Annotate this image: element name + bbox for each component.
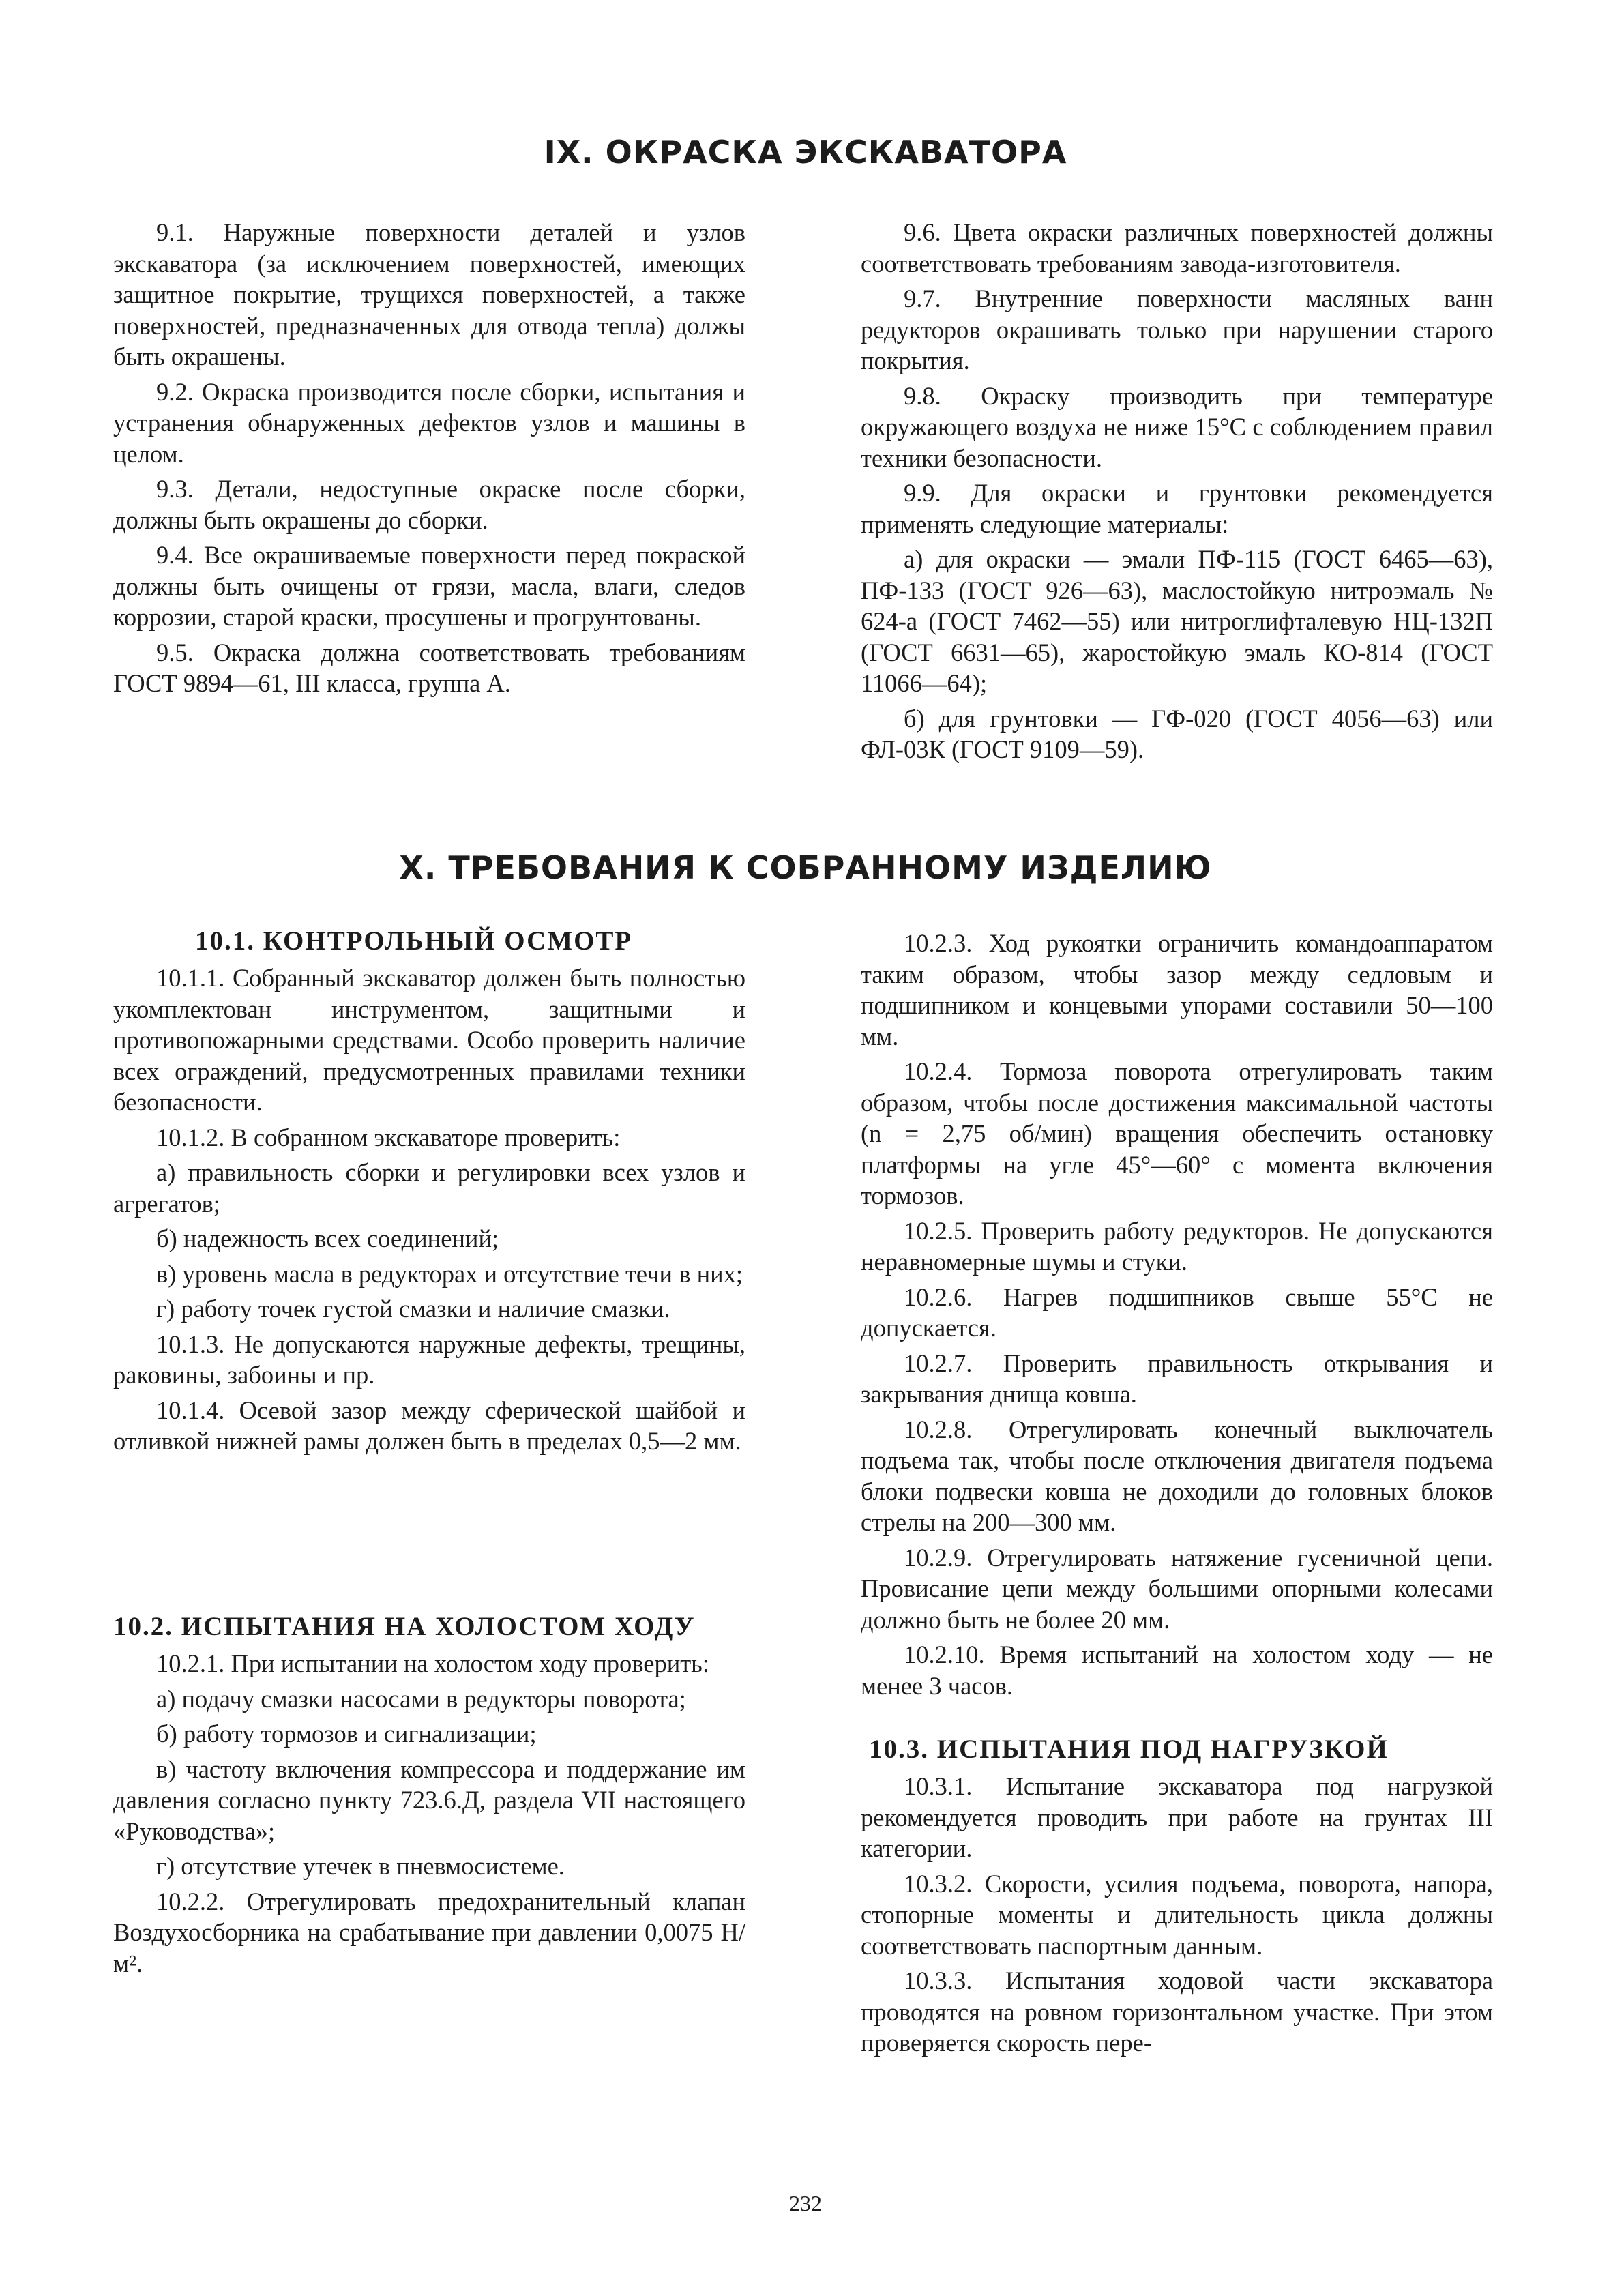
paragraph-9-9-b: б) для грунтовки — ГФ-020 (ГОСТ 4056—63) или ФЛ-03К (ГОСТ 9109—59). [861, 704, 1493, 763]
section-10-right-column-top [861, 928, 1493, 1705]
paragraph-10-2-7: 10.2.7. Проверить правильность открывания и закрывания днища ковша. [861, 1349, 1493, 1408]
paragraph-10-1-4: 10.1.4. Осевой зазор между сферической шайбой и отливкой нижней рамы должен быть в пределах 0,5—2 мм. [113, 1396, 745, 1455]
subsection-10-2-heading: 10.2. ИСПЫТАНИЯ НА ХОЛОСТОМ ХОДУ [113, 1612, 696, 1641]
paragraph-10-2-1-a: а) подачу смазки насосами в редукторы поворота; [156, 1684, 686, 1713]
paragraph-9-1: 9.1. Наружные поверхности деталей и узлов экскаватора (за исключением поверхностей, имеющих защитное покрытие, трущихся поверхностей, а также поверхностей, предназначенных для отвода тепла) должы быть окрашены. [113, 218, 745, 370]
paragraph-10-2-2: 10.2.2. Отрегулировать предохранительный клапан Воздухосборника на срабатывание при давлении 0,0075 Н/м². [113, 1887, 745, 1977]
paragraph-9-8: 9.8. Окраску производить при температуре окружающего воздуха не ниже 15°C с соблюдением правил техники безопасности. [861, 381, 1493, 472]
paragraph-9-5: 9.5. Окраска должна соответствовать требованиям ГОСТ 9894—61, III класса, группа А. [113, 638, 745, 697]
section-10-left-column-bottom [113, 1610, 745, 1983]
paragraph-10-1-2-d: г) работу точек густой смазки и наличие смазки. [156, 1295, 670, 1323]
paragraph-10-2-3: 10.2.3. Ход рукоятки ограничить командоаппаратом таким образом, чтобы зазор между седловым и подшипником и концевыми упорами составили 50—100 мм. [861, 929, 1493, 1050]
paragraph-9-3: 9.3. Детали, недоступные окраске после сборки, должны быть окрашены до сборки. [113, 475, 745, 534]
section-10-left-column-top [113, 924, 745, 1461]
paragraph-10-2-4: 10.2.4. Тормоза поворота отрегулировать таким образом, чтобы после достижения максимальной частоты (n = 2,75 об/мин) вращения обеспечить остановку платформы на угле 45°—60° с момента включения тормозов. [861, 1057, 1493, 1209]
section-9-title: IX. ОКРАСКА ЭКСКАВАТОРА [544, 134, 1067, 171]
paragraph-10-1-1: 10.1.1. Собранный экскаватор должен быть полностью укомплектован инструментом, защитными и противопожарными средствами. Особо проверить наличие всех ограждений, предусмотренных правилами техники безопасности. [113, 964, 745, 1116]
paragraph-10-2-1: 10.2.1. При испытании на холостом ходу проверить: [156, 1649, 709, 1677]
paragraph-10-1-2-c: в) уровень масла в редукторах и отсутствие течи в них; [156, 1259, 743, 1288]
paragraph-9-9-a: а) для окраски — эмали ПФ-115 (ГОСТ 6465—63), ПФ-133 (ГОСТ 926—63), маслостойкую нитроэмаль № 624-а (ГОСТ 7462—55) или нитроглифталевую НЦ-132П (ГОСТ 6631—65), жаростойкую эмаль КО-814 (ГОСТ 11066—64); [861, 545, 1493, 697]
paragraph-9-2: 9.2. Окраска производится после сборки, испытания и устранения обнаруженных дефектов узлов и машины в целом. [113, 377, 745, 468]
section-9-right-column [861, 217, 1493, 769]
paragraph-10-1-3: 10.1.3. Не допускаются наружные дефекты, трещины, раковины, забоины и пр. [113, 1329, 745, 1389]
subsection-10-3-heading: 10.3. ИСПЫТАНИЯ ПОД НАГРУЗКОЙ [869, 1735, 1389, 1764]
paragraph-10-2-8: 10.2.8. Отрегулировать конечный выключатель подъема так, чтобы после отключения двигателя подъема блоки подвески ковша не доходили до головных блоков стрелы на 200—300 мм. [861, 1415, 1493, 1536]
paragraph-10-2-10: 10.2.10. Время испытаний на холостом ходу — не менее 3 часов. [861, 1640, 1493, 1700]
paragraph-10-1-2-a: а) правильность сборки и регулировки всех узлов и агрегатов; [113, 1158, 745, 1218]
paragraph-10-1-2: 10.1.2. В собранном экскаваторе проверить: [156, 1123, 621, 1151]
paragraph-9-9: 9.9. Для окраски и грунтовки рекомендуется применять следующие материалы: [861, 479, 1493, 538]
paragraph-10-1-2-b: б) надежность всех соединений; [156, 1224, 499, 1252]
section-9-left-column [113, 217, 745, 703]
subsection-10-1-heading: 10.1. КОНТРОЛЬНЫЙ ОСМОТР [195, 926, 633, 956]
paragraph-10-2-1-c: в) частоту включения компрессора и поддержание им давления согласно пункту 723.6.Д, раздела VII настоящего «Руководства»; [113, 1754, 745, 1845]
paragraph-10-2-5: 10.2.5. Проверить работу редукторов. Не допускаются неравномерные шумы и стуки. [861, 1216, 1493, 1276]
paragraph-10-3-3: 10.3.3. Испытания ходовой части экскаватора проводятся на ровном горизонтальном участке. При этом проверяется скорость пере- [861, 1967, 1493, 2057]
paragraph-10-2-1-b: б) работу тормозов и сигнализации; [156, 1720, 537, 1748]
paragraph-10-3-1: 10.3.1. Испытание экскаватора под нагрузкой рекомендуется проводить при работе на грунтах III категории. [861, 1772, 1493, 1862]
paragraph-10-2-6: 10.2.6. Нагрев подшипников свыше 55°C не допускается. [861, 1282, 1493, 1342]
paragraph-9-6: 9.6. Цвета окраски различных поверхностей должны соответствовать требованиям завода-изготовителя. [861, 218, 1493, 278]
page-number: 232 [789, 2191, 822, 2216]
paragraph-10-2-1-d: г) отсутствие утечек в пневмосистеме. [156, 1852, 565, 1880]
paragraph-10-3-2: 10.3.2. Скорости, усилия подъема, поворота, напора, стопорные моменты и длительность цикла должны соответствовать паспортным данным. [861, 1869, 1493, 1960]
section-10-title: X. ТРЕБОВАНИЯ К СОБРАННОМУ ИЗДЕЛИЮ [399, 849, 1212, 886]
section-10-right-column-bottom [861, 1733, 1493, 2063]
paragraph-9-4: 9.4. Все окрашиваемые поверхности перед покраской должны быть очищены от грязи, масла, влаги, следов коррозии, старой краски, просушены и прогрунтованы. [113, 541, 745, 631]
paragraph-9-7: 9.7. Внутренние поверхности масляных ванн редукторов окрашивать только при нарушении старого покрытия. [861, 284, 1493, 374]
paragraph-10-2-9: 10.2.9. Отрегулировать натяжение гусеничной цепи. Провисание цепи между большими опорными колесами должно быть не более 20 мм. [861, 1543, 1493, 1634]
